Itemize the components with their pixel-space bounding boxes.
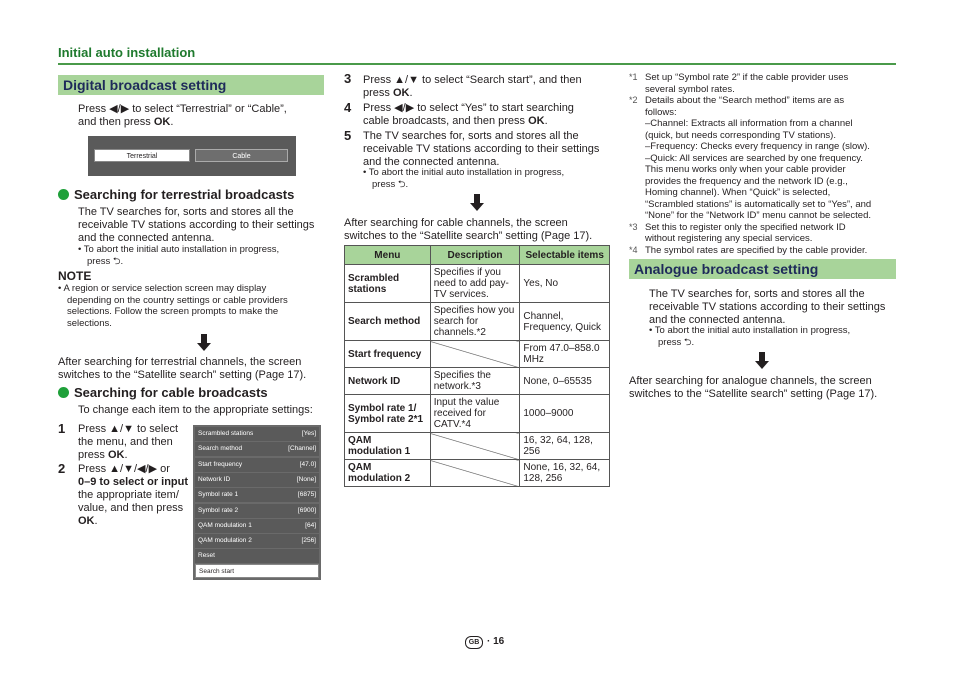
cable-option[interactable]: Cable <box>195 149 288 162</box>
table-cell: Input the value received for CATV.*4 <box>430 395 520 433</box>
footnotes <box>629 72 899 256</box>
table-row <box>345 265 610 303</box>
table-row <box>345 395 610 433</box>
table-cell: Symbol rate 1/ Symbol rate 2*1 <box>345 395 431 433</box>
table-cell: 16, 32, 64, 128, 256 <box>520 433 610 460</box>
table-cell-empty <box>430 341 520 368</box>
gb-badge-icon: GB <box>465 636 483 649</box>
table-row <box>345 303 610 341</box>
menu-item[interactable]: Search method [Channel] <box>195 442 319 456</box>
cable-settings-table <box>344 245 610 487</box>
table-cell: None, 16, 32, 64, 128, 256 <box>520 460 610 487</box>
menu-item[interactable]: Scrambled stations [Yes] <box>195 427 319 441</box>
page-number: GB · 16 <box>465 636 504 649</box>
footnote-3: *3 Set this to register only the specified network ID without registering any special services. <box>629 221 846 244</box>
step-number: 3 <box>344 71 352 86</box>
menu-item[interactable]: Symbol rate 1 [6875] <box>195 488 319 502</box>
terrestrial-option[interactable]: Terrestrial <box>94 149 190 162</box>
table-row <box>345 433 610 460</box>
menu-item[interactable]: QAM modulation 1 [64] <box>195 519 319 533</box>
table-cell: Start frequency <box>345 341 431 368</box>
down-arrow-icon <box>757 352 767 370</box>
bullet-dot-icon <box>58 387 69 398</box>
footnote-1: *1 Set up “Symbol rate 2” if the cable provider uses several symbol rates. <box>629 72 849 95</box>
cable-step-3: Press ▲/▼ to select “Search start”, and then press OK. <box>363 74 582 99</box>
table-cell: QAM modulation 2 <box>345 460 431 487</box>
cable-menu-panel <box>193 425 321 580</box>
table-header-row <box>345 246 610 265</box>
note-text: • A region or service selection screen may display depending on the country settings or cable providers selections. Follow the screen prompts to make the selections. <box>58 283 288 329</box>
step-number: 2 <box>58 461 66 476</box>
table-cell: None, 0–65535 <box>520 368 610 395</box>
footnote-4: *4 The symbol rates are specified by the cable provider. <box>629 244 868 256</box>
table-cell-empty <box>430 460 520 487</box>
cable-step-5: The TV searches for, sorts and stores all the receivable TV stations according to their settings and the connected antenna. <box>363 130 600 168</box>
section-label: Initial auto installation <box>58 45 196 60</box>
table-cell-empty <box>430 433 520 460</box>
down-arrow-icon <box>199 334 209 352</box>
tv-screen-mockup <box>88 136 296 176</box>
table-row <box>345 460 610 487</box>
step-number: 4 <box>344 100 352 115</box>
table-cell: QAM modulation 1 <box>345 433 431 460</box>
table-cell: Specifies the network.*3 <box>430 368 520 395</box>
table-cell: Specifies how you search for channels.*2 <box>430 303 520 341</box>
analogue-abort-note: • To abort the initial auto installation in progress, press ⮌. <box>649 325 850 348</box>
step-number: 1 <box>58 421 66 436</box>
table-cell: Yes, No <box>520 265 610 303</box>
down-arrow-icon <box>472 194 482 212</box>
table-cell: From 47.0–858.0 MHz <box>520 341 610 368</box>
bullet-dot-icon <box>58 189 69 200</box>
terrestrial-desc: The TV searches for, sorts and stores all the receivable TV stations according to their settings and the connected antenna. <box>78 206 315 244</box>
table-row <box>345 341 610 368</box>
cable-step-4: Press ◀/▶ to select “Yes” to start searching cable broadcasts, and then press OK. <box>363 102 574 127</box>
cable-intro: To change each item to the appropriate settings: <box>78 404 313 416</box>
menu-item[interactable]: Symbol rate 2 [6900] <box>195 504 319 518</box>
cable-after-text: After searching for cable channels, the screen switches to the “Satellite search” setting (Page 17). <box>344 217 593 242</box>
note-heading: NOTE <box>58 269 92 283</box>
menu-item[interactable]: QAM modulation 2 [256] <box>195 534 319 548</box>
menu-item[interactable]: Network ID [None] <box>195 473 319 487</box>
analogue-heading: Analogue broadcast setting <box>629 259 896 279</box>
menu-item[interactable]: Start frequency [47.0] <box>195 458 319 472</box>
table-cell: 1000–9000 <box>520 395 610 433</box>
table-cell: Scrambled stations <box>345 265 431 303</box>
digital-heading: Digital broadcast setting <box>58 75 324 95</box>
cable-step-2: Press ▲/▼/◀/▶ or 0–9 to select or input the appropriate item/ value, and then press OK. <box>78 463 189 527</box>
table-cell: Network ID <box>345 368 431 395</box>
step-number: 5 <box>344 128 352 143</box>
terrestrial-heading: Searching for terrestrial broadcasts <box>58 187 294 202</box>
table-cell: Channel, Frequency, Quick <box>520 303 610 341</box>
column-header: Selectable items <box>520 246 610 265</box>
terrestrial-after-text: After searching for terrestrial channels, the screen switches to the “Satellite search” setting (Page 17). <box>58 356 307 381</box>
menu-item[interactable]: Reset <box>195 549 319 563</box>
column-header: Menu <box>345 246 431 265</box>
cable-heading: Searching for cable broadcasts <box>58 385 268 400</box>
cable-step-1: Press ▲/▼ to select the menu, and then press OK. <box>78 423 179 461</box>
terrestrial-abort-note: • To abort the initial auto installation in progress, press ⮌. <box>78 244 279 267</box>
cable-abort-note: • To abort the initial auto installation in progress, press ⮌. <box>363 167 564 190</box>
menu-item-selected[interactable]: Search start <box>195 564 319 578</box>
table-row <box>345 368 610 395</box>
analogue-desc: The TV searches for, sorts and stores all the receivable TV stations according to their settings and the connected antenna. <box>649 288 886 326</box>
column-header: Description <box>430 246 520 265</box>
table-cell: Specifies if you need to add pay-TV services. <box>430 265 520 303</box>
analogue-after-text: After searching for analogue channels, the screen switches to the “Satellite search” setting (Page 17). <box>629 375 878 400</box>
digital-intro: Press ◀/▶ to select “Terrestrial” or “Cable”, and then press OK. <box>78 103 287 128</box>
table-cell: Search method <box>345 303 431 341</box>
footnote-2: *2 Details about the “Search method” items are as follows: –Channel: Extracts all information from a channel (quick, but needs corresponding TV stations). –Frequency: Checks every frequency in range (slow). –Quick: All services are searched by one frequency. This menu works only when your cable provider provides the frequency and the network ID (e.g., Homing channel). When “Quick” is selected, “Scrambled stations” is automatically set to “Yes”, and “None” for the “Network ID” menu cannot be selected. <box>629 95 872 221</box>
section-divider <box>58 63 896 65</box>
